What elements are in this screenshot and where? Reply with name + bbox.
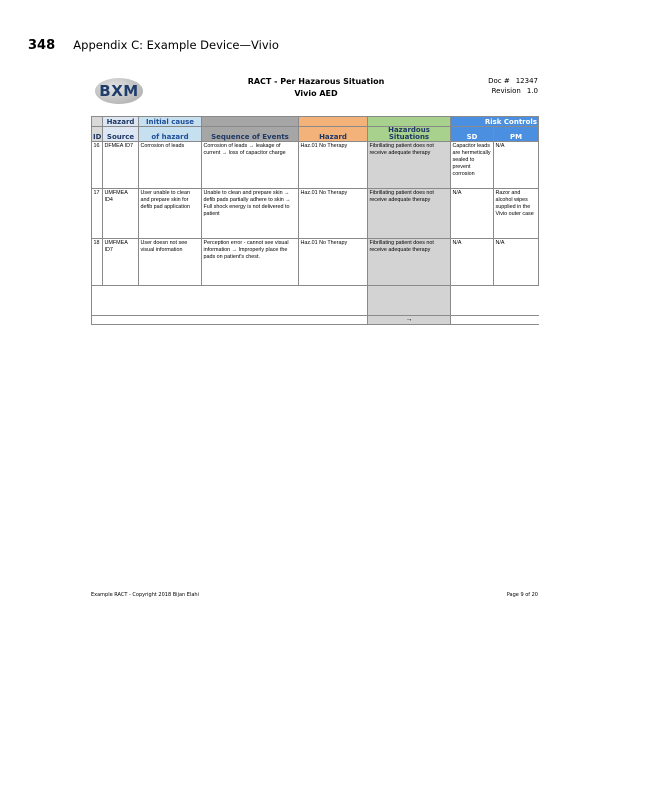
header-hazard-top (299, 117, 368, 127)
empty-cell (92, 286, 368, 316)
header-hazard-source-top: Hazard (103, 117, 139, 127)
header-initial-cause-top: Initial cause (139, 117, 202, 127)
row-id: 18 (92, 239, 103, 286)
row-source: DFMEA ID7 (103, 142, 139, 189)
bxm-logo: BXM (95, 78, 143, 104)
row-hazard: Haz.01 No Therapy (299, 142, 368, 189)
header-of-hazard: of hazard (139, 127, 202, 142)
header-hazardous-situations-top (368, 117, 451, 127)
header-sequence-of-events: Sequence of Events (202, 127, 299, 142)
header-hazard: Hazard (299, 127, 368, 142)
empty-cell (451, 286, 539, 316)
header-id-top (92, 117, 103, 127)
header-row-top (92, 117, 539, 127)
row-sequence: Unable to clean and prepare skin → defib pads partially adhere to skin → Full shock energy is not delivered to patient (202, 189, 299, 239)
running-title: Appendix C: Example Device—Vivio (73, 38, 279, 52)
header-risk-controls: Risk Controls (451, 117, 539, 127)
ract-table (91, 116, 539, 325)
document-meta (488, 76, 538, 96)
empty-cell (451, 316, 539, 325)
doc-number: 12347 (515, 77, 538, 85)
table-row-empty (92, 286, 539, 316)
row-hazard: Haz.01 No Therapy (299, 239, 368, 286)
ract-document (91, 72, 538, 325)
doc-number-label: Doc # (488, 77, 510, 85)
row-hazardous-situation: Fibrillating patient does not receive adequate therapy (368, 189, 451, 239)
table-row (92, 189, 539, 239)
header-hazardous-situations: Hazardous Situations (368, 127, 451, 142)
revision-label: Revision (491, 87, 521, 95)
row-source: UMFMEA ID4 (103, 189, 139, 239)
table-scroll-row (92, 316, 539, 325)
scroll-right-arrow-icon: → (368, 316, 451, 325)
row-sequence: Corrosion of leads → leakage of current → loss of capacitor charge (202, 142, 299, 189)
row-hazardous-situation: Fibrillating patient does not receive adequate therapy (368, 142, 451, 189)
row-pm: N/A (494, 239, 539, 286)
row-sd: Capacitor leads are hermetically sealed to prevent corrosion (451, 142, 494, 189)
footer-page-number: Page 9 of 20 (506, 592, 538, 598)
table-row (92, 142, 539, 189)
row-sd: N/A (451, 239, 494, 286)
row-cause: Corrosion of leads (139, 142, 202, 189)
row-sequence: Perception error - cannot see visual information → Improperly place the pads on patient's chest. (202, 239, 299, 286)
header-sd: SD (451, 127, 494, 142)
header-row-bottom (92, 127, 539, 142)
document-title (241, 76, 391, 100)
page-number: 348 (28, 38, 56, 53)
row-hazard: Haz.01 No Therapy (299, 189, 368, 239)
page-header (28, 38, 279, 53)
table-row (92, 239, 539, 286)
document-header (91, 72, 538, 114)
row-sd: N/A (451, 189, 494, 239)
footer-copyright: Example RACT - Copyright 2018 Bijan Elahi (91, 592, 199, 598)
row-cause: User doesn not see visual information (139, 239, 202, 286)
title-line-2: Vivio AED (294, 89, 338, 98)
header-id: ID (92, 127, 103, 142)
row-id: 16 (92, 142, 103, 189)
empty-hazardous-situation-cell (368, 286, 451, 316)
title-line-1: RACT - Per Hazarous Situation (247, 77, 385, 86)
empty-cell (92, 316, 368, 325)
revision-number: 1.0 (526, 87, 538, 95)
row-pm: N/A (494, 142, 539, 189)
row-cause: User unable to clean and prepare skin for defib pad application (139, 189, 202, 239)
row-pm: Razor and alcohol wipes supplied in the Vivio outer case (494, 189, 539, 239)
header-sequence-top (202, 117, 299, 127)
row-hazardous-situation: Fibrillating patient does not receive adequate therapy (368, 239, 451, 286)
row-source: UMFMEA ID7 (103, 239, 139, 286)
header-pm: PM (494, 127, 539, 142)
row-id: 17 (92, 189, 103, 239)
header-source: Source (103, 127, 139, 142)
